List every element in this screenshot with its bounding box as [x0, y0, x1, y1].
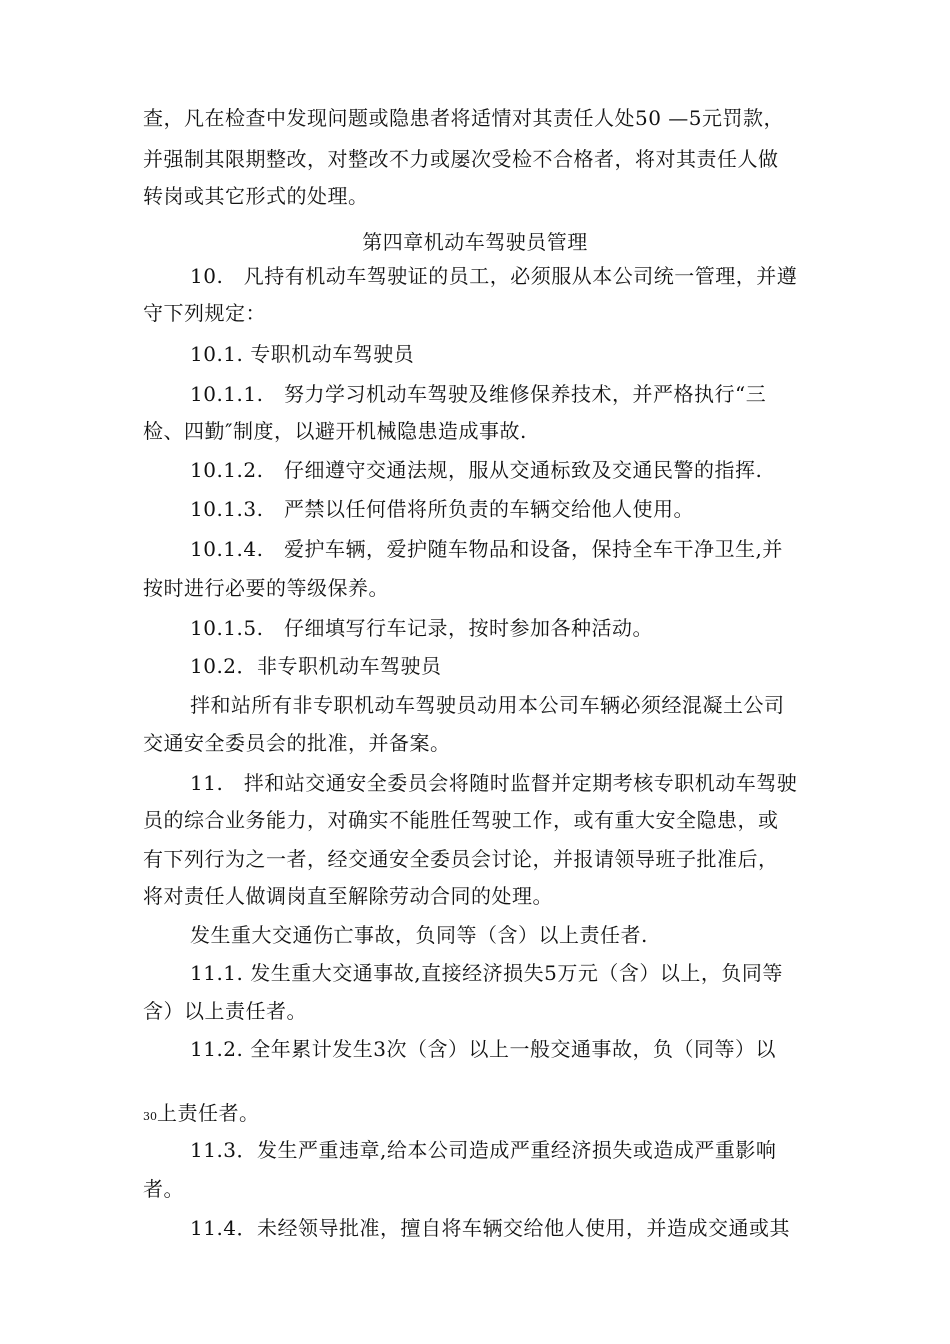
paragraph-line: 11.2. 全年累计发生3次（含）以上一般交通事故，负（同等）以 [190, 1037, 776, 1061]
paragraph-line: 11.4．未经领导批准，擅自将车辆交给他人使用，并造成交通或其 [190, 1216, 791, 1240]
paragraph-line: 交通安全委员会的批准，并备案。 [143, 731, 451, 755]
paragraph-line: 11.1. 发生重大交通事故,直接经济损失5万元（含）以上，负同等 [190, 961, 783, 985]
paragraph-line: 10. 凡持有机动车驾驶证的员工，必须服从本公司统一管理，并遵 [190, 264, 798, 288]
paragraph-line: 10.1.2. 仔细遵守交通法规，服从交通标致及交通民警的指挥. [190, 458, 763, 482]
paragraph-line: 将对责任人做调岗直至解除劳动合同的处理。 [143, 884, 553, 908]
paragraph-line: 发生重大交通伤亡事故，负同等（含）以上责任者. [190, 923, 648, 947]
paragraph-line: 并强制其限期整改，对整改不力或屡次受检不合格者，将对其责任人做 [143, 147, 779, 171]
paragraph-line: 拌和站所有非专职机动车驾驶员动用本公司车辆必须经混凝土公司 [190, 693, 785, 717]
paragraph-line: 含）以上责任者。 [143, 999, 307, 1023]
paragraph-line: 10.1.4. 爱护车辆，爱护随车物品和设备，保持全车干净卫生,并 [190, 537, 783, 561]
paragraph-line-text: 上责任者。 [157, 1101, 260, 1125]
paragraph-line: 员的综合业务能力，对确实不能胜任驾驶工作，或有重大安全隐患，或 [143, 808, 779, 832]
paragraph-line: 10.1.1. 努力学习机动车驾驶及维修保养技术，并严格执行“三 [190, 382, 767, 406]
page-number: 30 [143, 1110, 157, 1123]
paragraph-line [143, 1099, 823, 1131]
section-heading: 10.2．非专职机动车驾驶员 [190, 654, 442, 678]
paragraph-line: 者。 [143, 1177, 184, 1201]
paragraph-line: 守下列规定： [143, 301, 266, 325]
section-heading: 10.1. 专职机动车驾驶员 [190, 342, 415, 366]
paragraph-line: 11. 拌和站交通安全委员会将随时监督并定期考核专职机动车驾驶 [190, 771, 798, 795]
paragraph-line: 11.3．发生严重违章,给本公司造成严重经济损失或造成严重影响 [190, 1138, 777, 1162]
paragraph-line: 查，凡在检查中发现问题或隐患者将适情对其责任人处50 —5元罚款， [143, 106, 785, 130]
paragraph-line: 按时进行必要的等级保养。 [143, 576, 389, 600]
paragraph-line: 10.1.5. 仔细填写行车记录，按时参加各种活动。 [190, 616, 653, 640]
chapter-heading: 第四章机动车驾驶员管理 [362, 230, 588, 254]
paragraph-line: 检、四勤″制度，以避开机械隐患造成事故. [143, 419, 527, 443]
paragraph-line: 10.1.3. 严禁以任何借将所负责的车辆交给他人使用。 [190, 497, 694, 521]
paragraph-line: 有下列行为之一者，经交通安全委员会讨论，并报请领导班子批准后， [143, 847, 779, 871]
paragraph-line: 转岗或其它形式的处理。 [143, 184, 369, 208]
